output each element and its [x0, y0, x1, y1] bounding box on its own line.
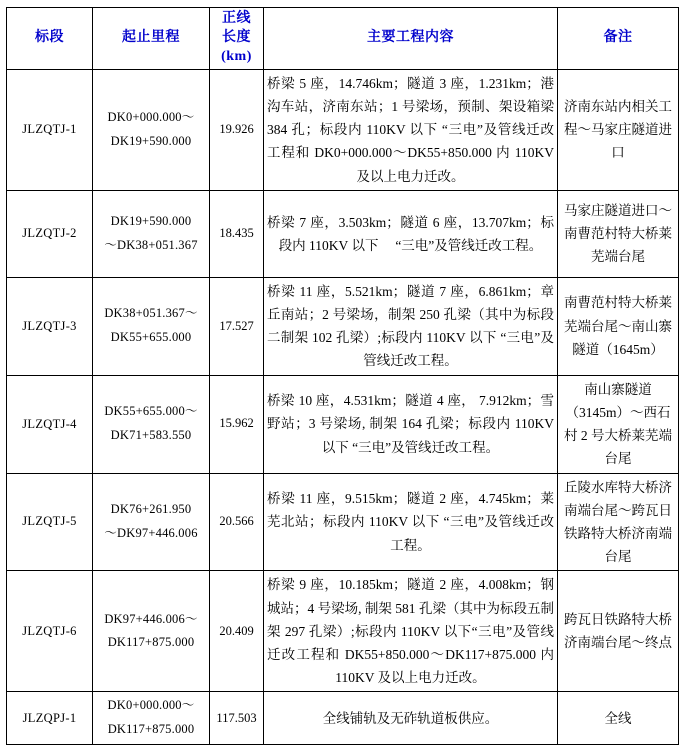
cell-remark: 马家庄隧道进口～南曹范村特大桥莱芜端台尾 [558, 190, 679, 277]
cell-mileage-end: DK117+875.000 [107, 722, 195, 737]
cell-remark: 济南东站内相关工程～马家庄隧道进口 [558, 69, 679, 190]
cell-mileage-end: DK55+655.000 [110, 330, 192, 345]
cell-length: 117.503 [210, 692, 264, 745]
cell-mileage-end: ～DK38+051.367 [104, 237, 198, 252]
cell-mileage-start: DK97+446.006～ [104, 611, 198, 626]
cell-mileage [93, 190, 210, 277]
contract-sections-table [6, 7, 679, 745]
cell-content: 桥梁 11 座，5.521km；隧道 7 座，6.861km；章丘南站；2 号梁场，制架 250 孔梁（其中为标段二制架 102 孔梁）;标段内 110KV 以下 “三电”及管线迁改工程。 [264, 277, 558, 375]
cell-mileage-start: DK0+000.000～ [107, 109, 195, 124]
column-header-length-line3: (km) [221, 48, 252, 64]
table-row [7, 375, 679, 473]
cell-mileage [93, 375, 210, 473]
cell-remark: 南曹范村特大桥莱芜端台尾～南山寨隧道（1645m） [558, 277, 679, 375]
cell-mileage [93, 692, 210, 745]
column-header-content [264, 8, 558, 70]
cell-section: JLZQTJ-1 [7, 69, 93, 190]
column-header-content-line1: 主要工程内容 [367, 29, 454, 45]
cell-mileage [93, 69, 210, 190]
cell-mileage-end: DK117+875.000 [107, 635, 195, 650]
cell-mileage [93, 571, 210, 692]
cell-length: 18.435 [210, 190, 264, 277]
cell-mileage-start: DK0+000.000～ [107, 698, 195, 713]
table-body [7, 69, 679, 744]
cell-section: JLZQPJ-1 [7, 692, 93, 745]
table-row [7, 69, 679, 190]
cell-mileage-end: DK71+583.550 [110, 428, 192, 443]
column-header-length [210, 8, 264, 70]
table-row [7, 277, 679, 375]
column-header-length-line1: 正线 [222, 11, 251, 26]
cell-mileage [93, 277, 210, 375]
column-header-remark [558, 8, 679, 70]
cell-content: 桥梁 10 座，4.531km；隧道 4 座， 7.912km；雪野站；3 号梁场, 制架 164 孔梁；标段内 110KV 以下 “三电”及管线迁改工程。 [264, 375, 558, 473]
cell-section: JLZQTJ-5 [7, 473, 93, 571]
column-header-remark-line1: 备注 [603, 29, 633, 45]
cell-section: JLZQTJ-6 [7, 571, 93, 692]
cell-content: 全线铺轨及无砟轨道板供应。 [264, 692, 558, 745]
cell-remark: 南山寨隧道（3145m）～西石村 2 号大桥莱芜端台尾 [558, 375, 679, 473]
cell-length: 17.527 [210, 277, 264, 375]
table-header-row [7, 8, 679, 70]
cell-mileage [93, 473, 210, 571]
cell-length: 15.962 [210, 375, 264, 473]
cell-content: 桥梁 5 座，14.746km；隧道 3 座，1.231km；港沟车站，济南东站；1 号梁场，预制、架设箱梁 384 孔；标段内 110KV 以下 “三电”及管线迁改工程和 DK0+000.000～DK55+850.000 内 110KV 及以上电力迁改。 [264, 69, 558, 190]
table-row [7, 190, 679, 277]
table-header [7, 8, 679, 70]
cell-remark: 丘陵水库特大桥济南端台尾～跨瓦日铁路特大桥济南端台尾 [558, 473, 679, 571]
cell-section: JLZQTJ-4 [7, 375, 93, 473]
column-header-section [7, 8, 93, 70]
cell-length: 19.926 [210, 69, 264, 190]
cell-length: 20.566 [210, 473, 264, 571]
cell-mileage-end: DK19+590.000 [110, 133, 192, 148]
table-row [7, 571, 679, 692]
table-row [7, 692, 679, 745]
column-header-mileage-line1: 起止里程 [122, 29, 180, 45]
table-row [7, 473, 679, 571]
column-header-mileage [93, 8, 210, 70]
cell-content: 桥梁 9 座，10.185km；隧道 2 座，4.008km；钢城站；4 号梁场, 制架 581 孔梁（其中为标段五制架 297 孔梁）;标段内 110KV 以下“三电”及管线迁改工程和 DK55+850.000～DK117+875.000 内 110KV 及以上电力迁改。 [264, 571, 558, 692]
column-header-length-line2: 长度 [222, 29, 251, 45]
cell-content: 桥梁 7 座，3.503km；隧道 6 座，13.707km；标段内 110KV 以下 “三电”及管线迁改工程。 [264, 190, 558, 277]
cell-content: 桥梁 11 座，9.515km；隧道 2 座，4.745km；莱芜北站；标段内 110KV 以下 “三电”及管线迁改工程。 [264, 473, 558, 571]
column-header-section-line1: 标段 [35, 29, 64, 45]
cell-mileage-start: DK19+590.000 [110, 214, 192, 229]
cell-section: JLZQTJ-3 [7, 277, 93, 375]
cell-mileage-start: DK38+051.367～ [104, 306, 198, 321]
cell-mileage-start: DK55+655.000～ [104, 404, 198, 419]
cell-remark: 跨瓦日铁路特大桥济南端台尾～终点 [558, 571, 679, 692]
cell-length: 20.409 [210, 571, 264, 692]
cell-remark: 全线 [558, 692, 679, 745]
cell-mileage-end: ～DK97+446.006 [104, 525, 198, 540]
cell-mileage-start: DK76+261.950 [110, 502, 192, 517]
cell-section: JLZQTJ-2 [7, 190, 93, 277]
